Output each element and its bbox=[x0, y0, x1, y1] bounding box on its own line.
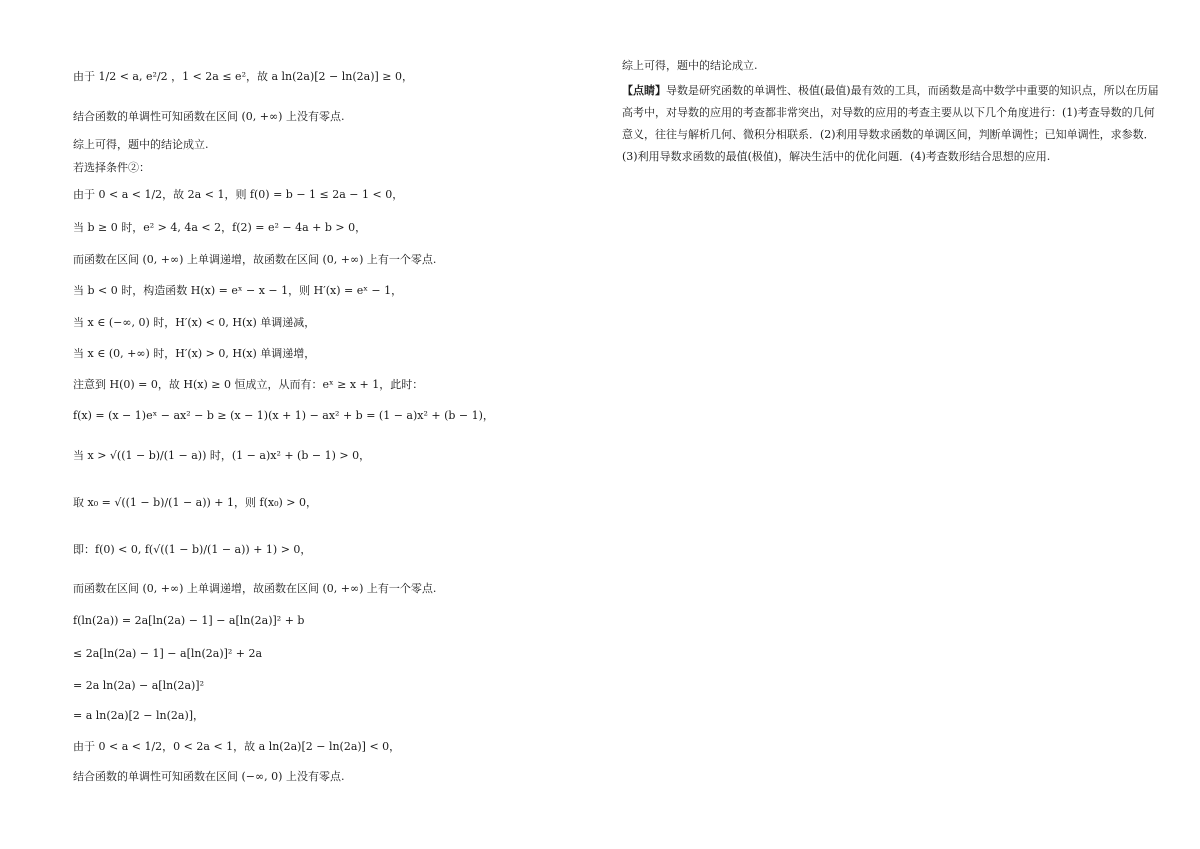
tip-paragraph bbox=[622, 80, 1162, 168]
text-line: 当 x ∈ (−∞, 0) 时，H′(x) < 0, H(x) 单调递减， bbox=[73, 316, 316, 329]
text-line: 当 x > √((1 − b)/(1 − a)) 时，(1 − a)x² + (b − 1) > 0， bbox=[73, 449, 371, 462]
text-line: = 2a ln(2a) − a[ln(2a)]² bbox=[73, 679, 205, 692]
text-line: 当 x ∈ (0, +∞) 时，H′(x) > 0, H(x) 单调递增， bbox=[73, 347, 316, 360]
text-line: 综上可得，题中的结论成立. bbox=[73, 138, 209, 151]
text-line: 取 x₀ = √((1 − b)/(1 − a)) + 1，则 f(x₀) > 0， bbox=[73, 496, 317, 509]
text-line: 结合函数的单调性可知函数在区间 (0, +∞) 上没有零点. bbox=[73, 110, 345, 123]
text-line: f(x) = (x − 1)eˣ − ax² − b ≥ (x − 1)(x + 1) − ax² + b = (1 − a)x² + (b − 1)， bbox=[73, 409, 494, 422]
text-line: 注意到 H(0) = 0，故 H(x) ≥ 0 恒成立，从而有：eˣ ≥ x + 1，此时： bbox=[73, 378, 424, 391]
tip-text: 导数是研究函数的单调性、极值(最值)最有效的工具，而函数是高中数学中重要的知识点，所以在历届高考中，对导数的应用的考查都非常突出，对导数的应用的考查主要从以下几个角度进行：(1)考查导数的几何意义，往往与解析几何、微积分相联系．(2)利用导数求函数的单调区间，判断单调性；已知单调性，求参数．(3)利用导数求函数的最值(极值)，解决生活中的优化问题．(4)考查数形结合思想的应用. bbox=[622, 84, 1159, 163]
text-line: 而函数在区间 (0, +∞) 上单调递增，故函数在区间 (0, +∞) 上有一个零点. bbox=[73, 582, 437, 595]
text-line: f(ln(2a)) = 2a[ln(2a) − 1] − a[ln(2a)]² + b bbox=[73, 614, 305, 627]
text-line: 由于 0 < a < 1/2，0 < 2a < 1，故 a ln(2a)[2 − ln(2a)] < 0， bbox=[73, 740, 401, 753]
text-line: 当 b < 0 时，构造函数 H(x) = eˣ − x − 1，则 H′(x) = eˣ − 1， bbox=[73, 284, 403, 297]
text-line: 当 b ≥ 0 时，e² > 4, 4a < 2，f(2) = e² − 4a + b > 0， bbox=[73, 221, 367, 234]
text-line: 由于 0 < a < 1/2，故 2a < 1，则 f(0) = b − 1 ≤ 2a − 1 < 0， bbox=[73, 188, 404, 201]
text-line: 由于 1/2 < a, e²/2 ，1 < 2a ≤ e²，故 a ln(2a)[2 − ln(2a)] ≥ 0， bbox=[73, 70, 414, 83]
text-line: 若选择条件②： bbox=[73, 161, 150, 174]
text-line: 即：f(0) < 0, f(√((1 − b)/(1 − a)) + 1) > 0， bbox=[73, 543, 312, 556]
conclusion-text: 综上可得，题中的结论成立. bbox=[622, 59, 758, 72]
text-line: 而函数在区间 (0, +∞) 上单调递增，故函数在区间 (0, +∞) 上有一个零点. bbox=[73, 253, 437, 266]
text-line: ≤ 2a[ln(2a) − 1] − a[ln(2a)]² + 2a bbox=[73, 647, 263, 660]
tip-label: 【点睛】 bbox=[622, 84, 666, 97]
text-line: 结合函数的单调性可知函数在区间 (−∞, 0) 上没有零点. bbox=[73, 770, 345, 783]
text-line: = a ln(2a)[2 − ln(2a)]， bbox=[73, 709, 205, 722]
